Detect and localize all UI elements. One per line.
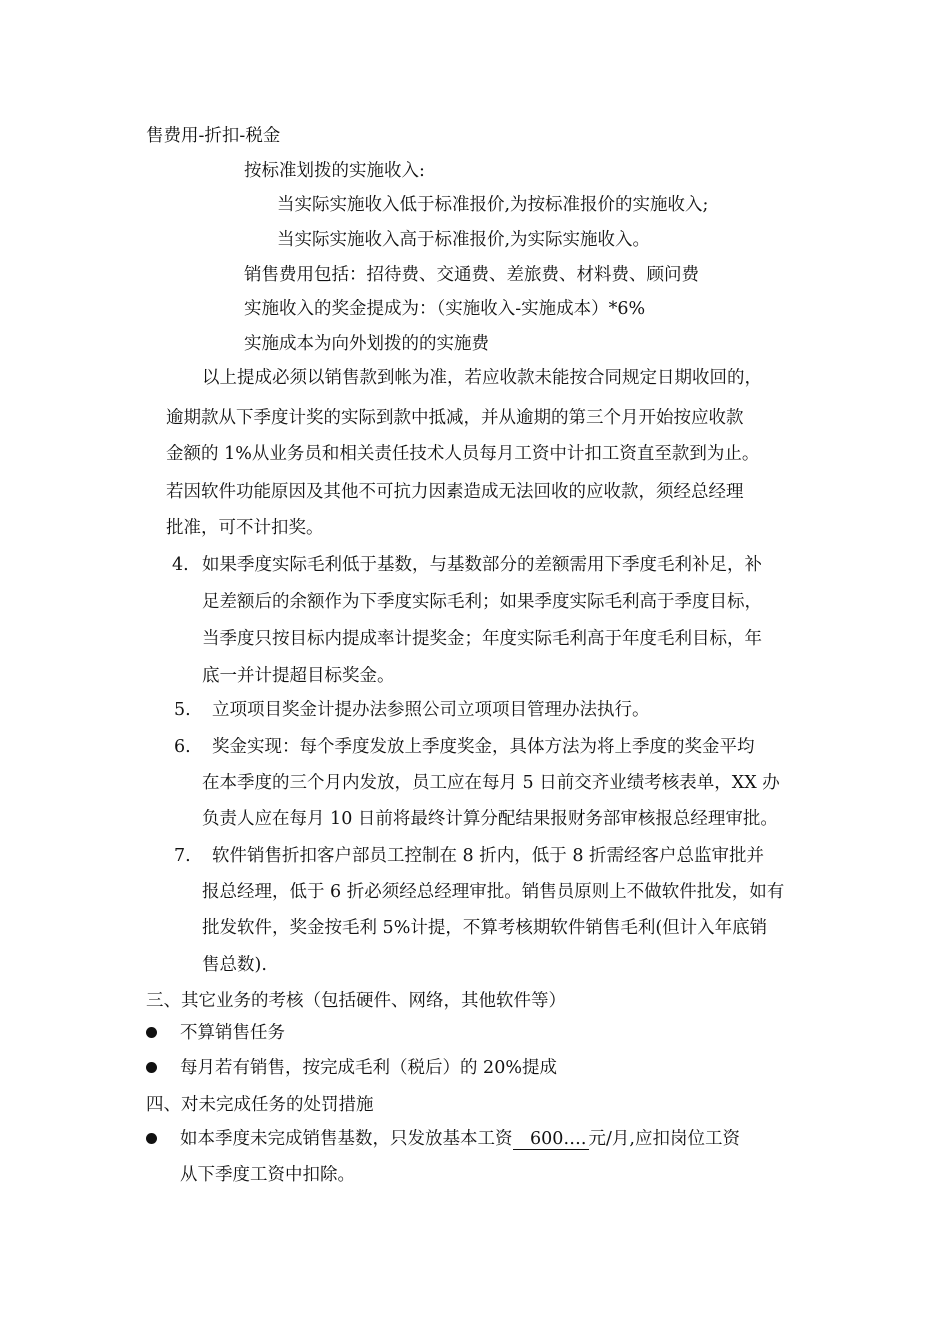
paragraph-line-2: 逾期款从下季度计奖的实际到款中抵减，并从逾期的第三个月开始按应收款 — [166, 408, 744, 428]
section3-bullet-2: 每月若有销售，按完成毛利（税后）的 20%提成 — [180, 1058, 557, 1078]
item7-number: 7. — [174, 846, 191, 866]
item4-line-3: 当季度只按目标内提成率计提奖金；年度实际毛利高于年度毛利目标，年 — [202, 629, 762, 649]
section4-bullet-prefix: 如本季度未完成销售基数，只发放基本工资 — [180, 1129, 513, 1149]
item5-line-1: 立项项目奖金计提办法参照公司立项项目管理办法执行。 — [212, 700, 650, 720]
section3-title: 三、其它业务的考核（包括硬件、网络，其他软件等） — [146, 991, 566, 1011]
item4-line-2: 足差额后的余额作为下季度实际毛利；如果季度实际毛利高于季度目标， — [202, 592, 762, 612]
section4-bullet-suffix: 元/月,应扣岗位工资 — [588, 1129, 740, 1149]
bullet-icon — [146, 1027, 157, 1038]
section3-bullet-1: 不算销售任务 — [180, 1023, 285, 1043]
item6-number: 6. — [174, 737, 191, 757]
section4-title: 四、对未完成任务的处罚措施 — [146, 1095, 374, 1115]
item5-number: 5. — [174, 700, 191, 720]
item4-number: 4. — [172, 555, 189, 575]
paragraph-line-3: 金额的 1%从业务员和相关责任技术人员每月工资中计扣工资直至款到为止。 — [166, 444, 760, 464]
section4-bullet-continuation: 从下季度工资中扣除。 — [180, 1165, 355, 1185]
item4-line-1: 如果季度实际毛利低于基数，与基数部分的差额需用下季度毛利补足，补 — [202, 555, 762, 575]
item6-line-1: 奖金实现：每个季度发放上季度奖金，具体方法为将上季度的奖金平均 — [212, 737, 755, 757]
bullet-icon — [146, 1062, 157, 1073]
item7-line-2: 报总经理，低于 6 折必须经总经理审批。销售员原则上不做软件批发，如有 — [202, 882, 785, 902]
item4-line-4: 底一并计提超目标奖金。 — [202, 666, 395, 686]
intro-item-6: 实施成本为向外划拨的的实施费 — [244, 334, 489, 354]
item7-line-3: 批发软件，奖金按毛利 5%计提，不算考核期软件销售毛利(但计入年底销 — [202, 918, 768, 938]
intro-item-4: 销售费用包括：招待费、交通费、差旅费、材料费、顾问费 — [244, 265, 699, 285]
intro-item-3: 当实际实施收入高于标准报价,为实际实施收入。 — [277, 230, 651, 250]
intro-item-2: 当实际实施收入低于标准报价,为按标准报价的实施收入; — [277, 195, 709, 215]
intro-heading-tail: 售费用-折扣-税金 — [146, 126, 281, 146]
item6-line-3: 负责人应在每月 10 日前将最终计算分配结果报财务部审核报总经理审批。 — [202, 809, 778, 829]
paragraph-line-4: 若因软件功能原因及其他不可抗力因素造成无法回收的应收款，须经总经理 — [166, 482, 744, 502]
paragraph-line-1: 以上提成必须以销售款到帐为准，若应收款未能按合同规定日期收回的， — [202, 368, 762, 388]
item7-line-4: 售总数). — [202, 955, 267, 975]
bullet-icon — [146, 1133, 157, 1144]
intro-item-5: 实施收入的奖金提成为：（实施收入-实施成本）*6% — [244, 299, 646, 319]
item6-line-2: 在本季度的三个月内发放，员工应在每月 5 日前交齐业绩考核表单，XX 办 — [202, 773, 780, 793]
base-salary-blank: 600…. — [513, 1129, 589, 1150]
item7-line-1: 软件销售折扣客户部员工控制在 8 折内，低于 8 折需经客户总监审批并 — [212, 846, 765, 866]
paragraph-line-5: 批准，可不计扣奖。 — [166, 518, 324, 538]
section4-bullet-line — [180, 1127, 740, 1151]
intro-item-1: 按标准划拨的实施收入: — [244, 161, 425, 181]
